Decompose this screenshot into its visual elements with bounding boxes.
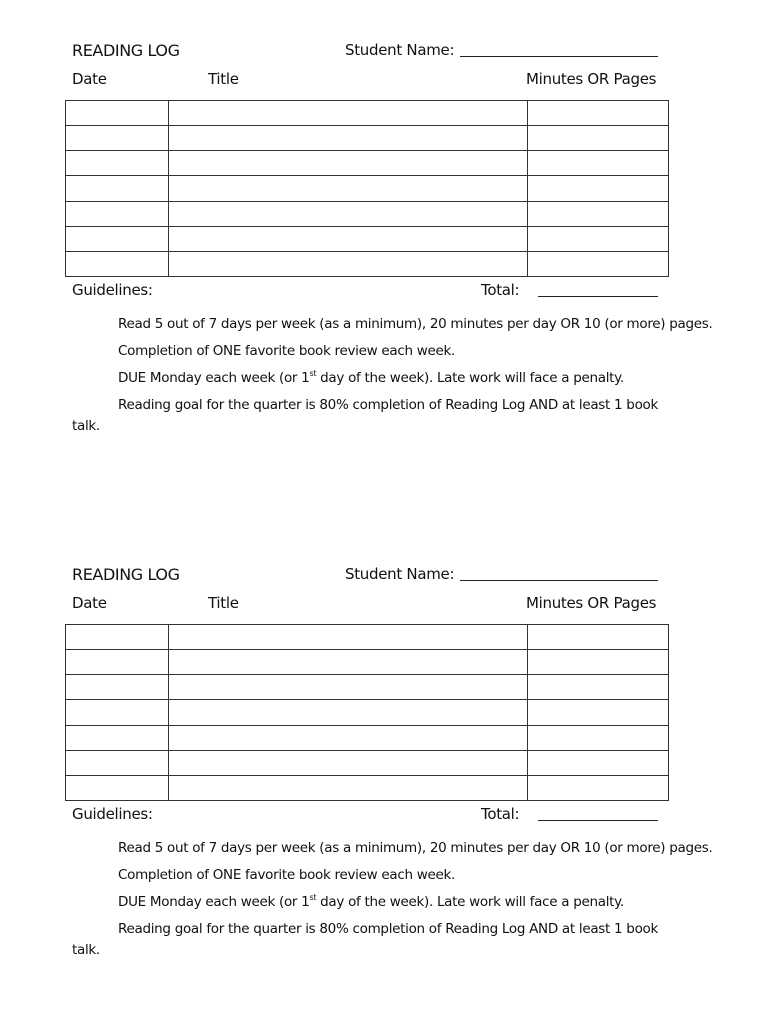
guideline-quarter-goal: Reading goal for the quarter is 80% completion of Reading Log AND at least 1 book: [118, 397, 659, 413]
title-cell[interactable]: [169, 226, 527, 251]
table-row: [66, 625, 669, 650]
guideline-due-date: [118, 894, 624, 910]
minutes-cell[interactable]: [527, 101, 668, 126]
minutes-cell[interactable]: [527, 775, 668, 800]
column-header-title: Title: [208, 594, 239, 612]
title-cell[interactable]: [169, 725, 527, 750]
guidelines-label: Guidelines:: [72, 281, 153, 299]
date-cell[interactable]: [66, 176, 169, 201]
date-cell[interactable]: [66, 126, 169, 151]
minutes-cell[interactable]: [527, 201, 668, 226]
guideline-reading-minimum: Read 5 out of 7 days per week (as a minimum), 20 minutes per day OR 10 (or more) pages.: [118, 316, 713, 332]
total-label: Total:: [481, 281, 520, 299]
title-cell[interactable]: [169, 101, 527, 126]
column-header-title: Title: [208, 70, 239, 88]
date-cell[interactable]: [66, 725, 169, 750]
minutes-cell[interactable]: [527, 675, 668, 700]
table-row: [66, 176, 669, 201]
log-table: [65, 624, 669, 801]
total-field[interactable]: [538, 820, 658, 821]
guideline-quarter-goal: Reading goal for the quarter is 80% completion of Reading Log AND at least 1 book: [118, 921, 659, 937]
title-cell[interactable]: [169, 650, 527, 675]
date-cell[interactable]: [66, 650, 169, 675]
date-cell[interactable]: [66, 750, 169, 775]
table-row: [66, 725, 669, 750]
date-cell[interactable]: [66, 775, 169, 800]
column-header-minutes: Minutes OR Pages: [526, 70, 657, 88]
date-cell[interactable]: [66, 201, 169, 226]
minutes-cell[interactable]: [527, 126, 668, 151]
table-row: [66, 201, 669, 226]
table-row: [66, 151, 669, 176]
guideline-book-review: Completion of ONE favorite book review each week.: [118, 343, 455, 359]
log-title: READING LOG: [72, 41, 180, 60]
minutes-cell[interactable]: [527, 725, 668, 750]
table-row: [66, 750, 669, 775]
minutes-cell[interactable]: [527, 151, 668, 176]
minutes-cell[interactable]: [527, 750, 668, 775]
title-cell[interactable]: [169, 176, 527, 201]
column-header-date: Date: [72, 70, 107, 88]
table-row: [66, 650, 669, 675]
minutes-cell[interactable]: [527, 650, 668, 675]
guideline-quarter-goal-cont: talk.: [72, 418, 100, 434]
guideline-book-review: Completion of ONE favorite book review each week.: [118, 867, 455, 883]
title-cell[interactable]: [169, 700, 527, 725]
due-text: DUE Monday each week (or 1: [118, 894, 310, 910]
title-cell[interactable]: [169, 775, 527, 800]
log-table: [65, 100, 669, 277]
date-cell[interactable]: [66, 226, 169, 251]
minutes-cell[interactable]: [527, 176, 668, 201]
due-text-rest: day of the week). Late work will face a penalty.: [316, 370, 624, 386]
table-row: [66, 775, 669, 800]
guideline-due-date: [118, 370, 624, 386]
log-header-row: [0, 40, 770, 66]
table-row: [66, 226, 669, 251]
ordinal-suffix: st: [309, 893, 317, 902]
date-cell[interactable]: [66, 700, 169, 725]
title-cell[interactable]: [169, 675, 527, 700]
minutes-cell[interactable]: [527, 251, 668, 276]
title-cell[interactable]: [169, 151, 527, 176]
log-header-row: [0, 564, 770, 590]
total-field[interactable]: [538, 296, 658, 297]
table-row: [66, 251, 669, 276]
table-row: [66, 700, 669, 725]
title-cell[interactable]: [169, 625, 527, 650]
table-row: [66, 126, 669, 151]
student-name-field[interactable]: [460, 580, 658, 581]
date-cell[interactable]: [66, 101, 169, 126]
title-cell[interactable]: [169, 126, 527, 151]
title-cell[interactable]: [169, 750, 527, 775]
student-name-label: Student Name:: [345, 565, 455, 583]
guideline-quarter-goal-cont: talk.: [72, 942, 100, 958]
due-text-rest: day of the week). Late work will face a penalty.: [316, 894, 624, 910]
minutes-cell[interactable]: [527, 226, 668, 251]
column-header-minutes: Minutes OR Pages: [526, 594, 657, 612]
date-cell[interactable]: [66, 675, 169, 700]
guidelines-label: Guidelines:: [72, 805, 153, 823]
table-row: [66, 101, 669, 126]
column-header-date: Date: [72, 594, 107, 612]
minutes-cell[interactable]: [527, 625, 668, 650]
minutes-cell[interactable]: [527, 700, 668, 725]
ordinal-suffix: st: [309, 369, 317, 378]
date-cell[interactable]: [66, 625, 169, 650]
title-cell[interactable]: [169, 201, 527, 226]
total-label: Total:: [481, 805, 520, 823]
log-title: READING LOG: [72, 565, 180, 584]
table-row: [66, 675, 669, 700]
guideline-reading-minimum: Read 5 out of 7 days per week (as a minimum), 20 minutes per day OR 10 (or more) pages.: [118, 840, 713, 856]
title-cell[interactable]: [169, 251, 527, 276]
date-cell[interactable]: [66, 151, 169, 176]
date-cell[interactable]: [66, 251, 169, 276]
student-name-field[interactable]: [460, 56, 658, 57]
due-text: DUE Monday each week (or 1: [118, 370, 310, 386]
student-name-label: Student Name:: [345, 41, 455, 59]
